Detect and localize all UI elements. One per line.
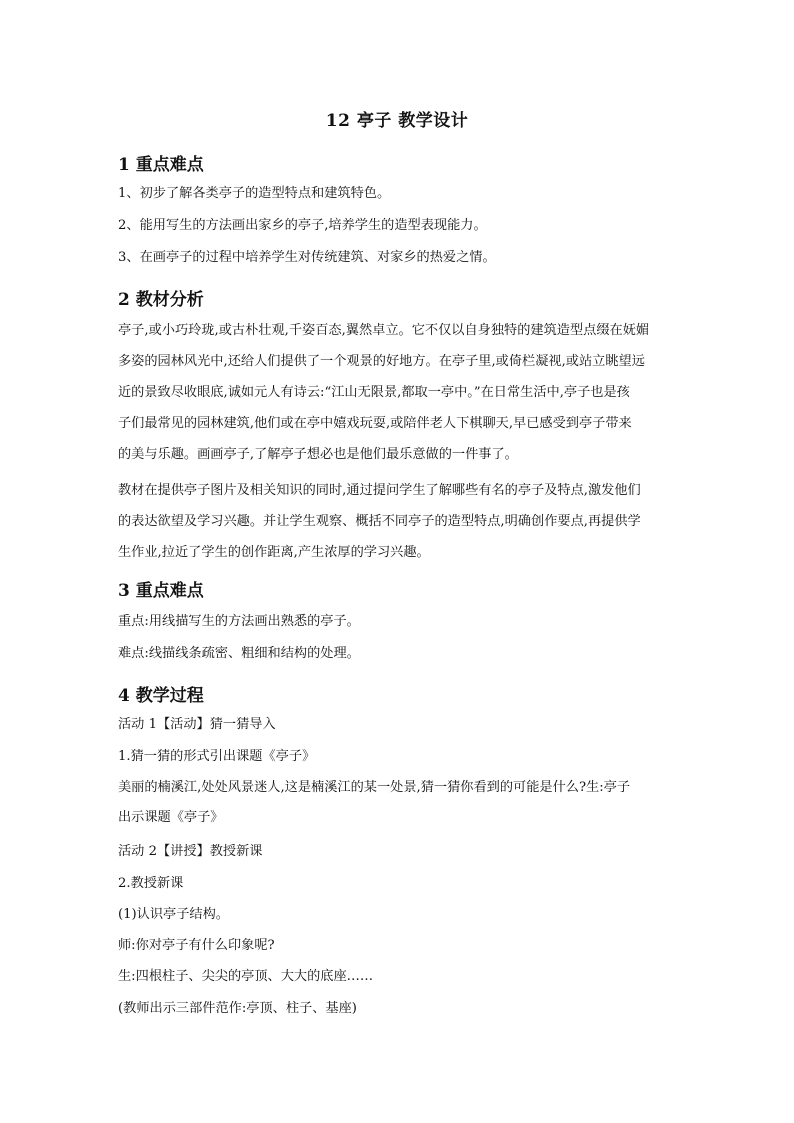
process-line: 师:你对亭子有什么印象呢? [118, 938, 275, 953]
activity-2-title: 活动 2【讲授】教授新课 [118, 844, 263, 859]
document-title: 12 亭子 教学设计 [325, 111, 469, 131]
paragraph-line: 多姿的园林风光中,还给人们提供了一个观景的好地方。在亭子里,或倚栏凝视,或站立眺望远 [118, 354, 645, 369]
difficult-point-line: 难点:线描线条疏密、粗细和结构的处理。 [118, 646, 360, 661]
section-heading-1: 1 重点难点 [118, 155, 204, 175]
paragraph-line: 亭子,或小巧玲珑,或古朴壮观,千姿百态,翼然卓立。它不仅以自身独特的建筑造型点缀在妩媚 [118, 323, 650, 338]
process-line: 生:四根柱子、尖尖的亭顶、大大的底座…… [118, 969, 374, 984]
process-line: 2.教授新课 [118, 876, 184, 891]
paragraph-line: 近的景致尽收眼底,诚如元人有诗云:“江山无限景,都取一亭中。”在日常生活中,亭子也是孩 [118, 385, 630, 400]
process-line: (1)认识亭子结构。 [118, 907, 229, 922]
paragraph-line: 生作业,拉近了学生的创作距离,产生浓厚的学习兴趣。 [118, 545, 430, 560]
process-line: (教师出示三部件范作:亭顶、柱子、基座) [118, 1001, 357, 1016]
section-heading-2: 2 教材分析 [118, 290, 204, 310]
analysis-paragraph-2 [118, 475, 678, 568]
analysis-paragraph-1 [118, 315, 678, 470]
key-point-line: 重点:用线描写生的方法画出熟悉的亭子。 [118, 614, 360, 629]
paragraph-line: 子们最常见的园林建筑,他们或在亭中嬉戏玩耍,或陪伴老人下棋聊天,早已感受到亭子带来 [118, 416, 632, 431]
section-heading-4: 4 教学过程 [118, 686, 204, 706]
objective-line-1: 1、初步了解各类亭子的造型特点和建筑特色。 [118, 186, 391, 201]
process-line: 出示课题《亭子》 [118, 810, 224, 825]
activity-1-title: 活动 1【活动】猜一猜导入 [118, 717, 276, 732]
objective-line-2: 2、能用写生的方法画出家乡的亭子,培养学生的造型表现能力。 [118, 218, 487, 233]
paragraph-line: 教材在提供亭子图片及相关知识的同时,通过提问学生了解哪些有名的亭子及特点,激发他们 [118, 483, 641, 498]
paragraph-line: 的表达欲望及学习兴趣。并让学生观察、概括不同亭子的造型特点,明确创作要点,再提供学 [118, 514, 641, 529]
process-line: 美丽的楠溪江,处处风景迷人,这是楠溪江的某一处景,猜一猜你看到的可能是什么?生:亭子 [118, 780, 631, 795]
objective-line-3: 3、在画亭子的过程中培养学生对传统建筑、对家乡的热爱之情。 [118, 250, 496, 265]
section-heading-3: 3 重点难点 [118, 581, 204, 601]
paragraph-line: 的美与乐趣。画画亭子,了解亭子想必也是他们最乐意做的一件事了。 [118, 447, 518, 462]
process-line: 1.猜一猜的形式引出课题《亭子》 [118, 749, 316, 764]
